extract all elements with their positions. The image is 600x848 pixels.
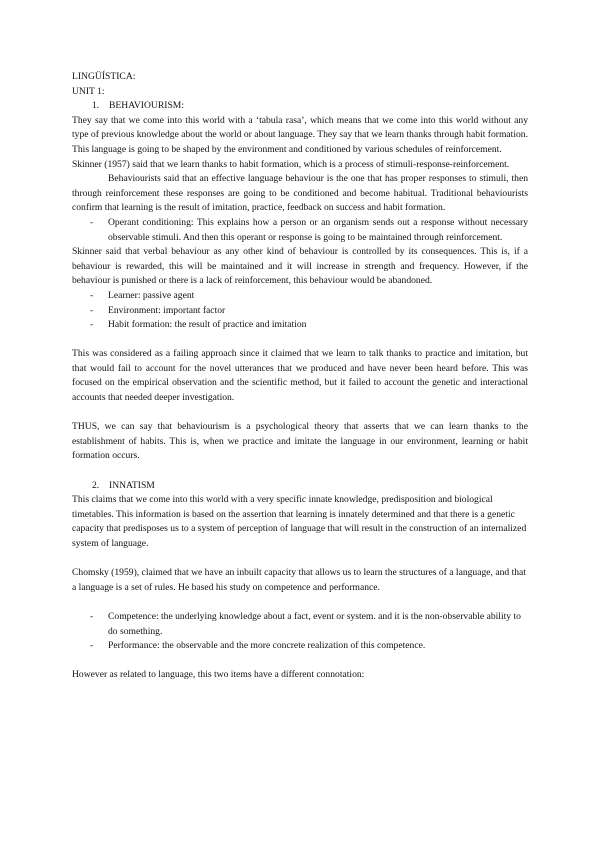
paragraph: Skinner said that verbal behaviour as any other kind of behaviour is controlled by its consequences. This is, if a behaviour is rewarded, this will be maintained and it will increase in strength and frequency. However, if the behaviour is punished or there is a lack of reinforcement, this behaviour would be abandoned. — [72, 246, 528, 287]
paragraph: They say that we come into this world with a ‘tabula rasa’, which means that we come into this world without any type of previous knowledge about the world or about language. They say that we learn thanks through habit formation. This language is going to be shaped by the environment and conditioned by various schedules of reinforcement. — [72, 114, 528, 155]
unit-label: UNIT 1: — [72, 85, 105, 97]
section-number: 1. — [92, 100, 100, 112]
paragraph: THUS, we can say that behaviourism is a psychological theory that asserts that we can learn thanks to the establishment of habits. This is, when we practice and imitate the language in our environment, learning or habit formation occurs. — [72, 421, 528, 462]
paragraph: However as related to language, this two items have a different connotation: — [72, 669, 365, 681]
spacer — [72, 406, 528, 421]
section-title: BEHAVIOURISM: — [109, 100, 184, 112]
list-item-text: Learner: passive agent — [108, 289, 195, 301]
section-title: INNATISM — [109, 479, 155, 491]
list-item-text: Environment: important factor — [108, 304, 226, 316]
paragraph: Behaviourists said that an effective language behaviour is the one that has proper responses to stimuli, then through reinforcement these responses are going to be conditioned and become habitual. Traditional behaviourists confirm that learning is the result of imitation, practice, feedback on success and habit formation. — [72, 173, 528, 214]
paragraph: Skinner (1957) said that we learn thanks to habit formation, which is a process of stimuli-response-reinforcement. — [72, 158, 510, 170]
list-item-text: Performance: the observable and the more concrete realization of this competence. — [108, 640, 426, 652]
list-item — [72, 639, 528, 654]
bullet-marker: - — [90, 216, 94, 228]
section-heading-innatism — [72, 479, 528, 494]
list-item — [72, 318, 528, 333]
spacer — [72, 654, 528, 669]
paragraph: Chomsky (1959), claimed that we have an inbuilt capacity that allows us to learn the structures of a language, and that a language is a set of rules. He based his study on competence and performance. — [72, 567, 526, 593]
bullet-marker: - — [90, 319, 94, 331]
paragraph: This was considered as a failing approach since it claimed that we learn to talk thanks to practice and imitation, but that would fail to account for the novel utterances that we produced and have never been heard before. This was focused on the empirical observation and the scientific method, but it failed to account the genetic and interactional accounts that needed deeper investigation. — [72, 348, 528, 404]
spacer — [72, 595, 528, 610]
list-item-text: Competence: the underlying knowledge about a fact, event or system. and it is the non-observable ability to do something. — [108, 610, 521, 637]
section-number: 2. — [92, 479, 100, 491]
spacer — [72, 552, 528, 567]
document-title: LINGÜÍSTICA: — [72, 71, 136, 82]
paragraph: This claims that we come into this world with a very specific innate knowledge, predisposition and biological timetables. This information is based on the assertion that learning is innately determined and that there is a genetic capacity that predisposes us to a system of perception of language that will result in the construction of an internalized system of language. — [72, 494, 527, 549]
bullet-marker: - — [90, 610, 94, 622]
list-item — [72, 216, 528, 245]
list-item-text: Operant conditioning: This explains how a person or an organism sends out a response without necessary observable stimuli. And then this operant or response is going to be maintained through reinforcement. — [108, 216, 528, 243]
bullet-list — [72, 289, 528, 333]
list-item — [72, 304, 528, 319]
list-item — [72, 610, 528, 639]
bullet-list — [72, 610, 528, 654]
bullet-list — [72, 216, 528, 245]
list-item-text: Habit formation: the result of practice and imitation — [108, 319, 307, 331]
document-page — [72, 70, 528, 683]
bullet-marker: - — [90, 304, 94, 316]
bullet-marker: - — [90, 640, 94, 652]
list-item — [72, 289, 528, 304]
spacer — [72, 333, 528, 348]
spacer — [72, 464, 528, 479]
bullet-marker: - — [90, 289, 94, 301]
section-heading-behaviourism — [72, 99, 528, 114]
